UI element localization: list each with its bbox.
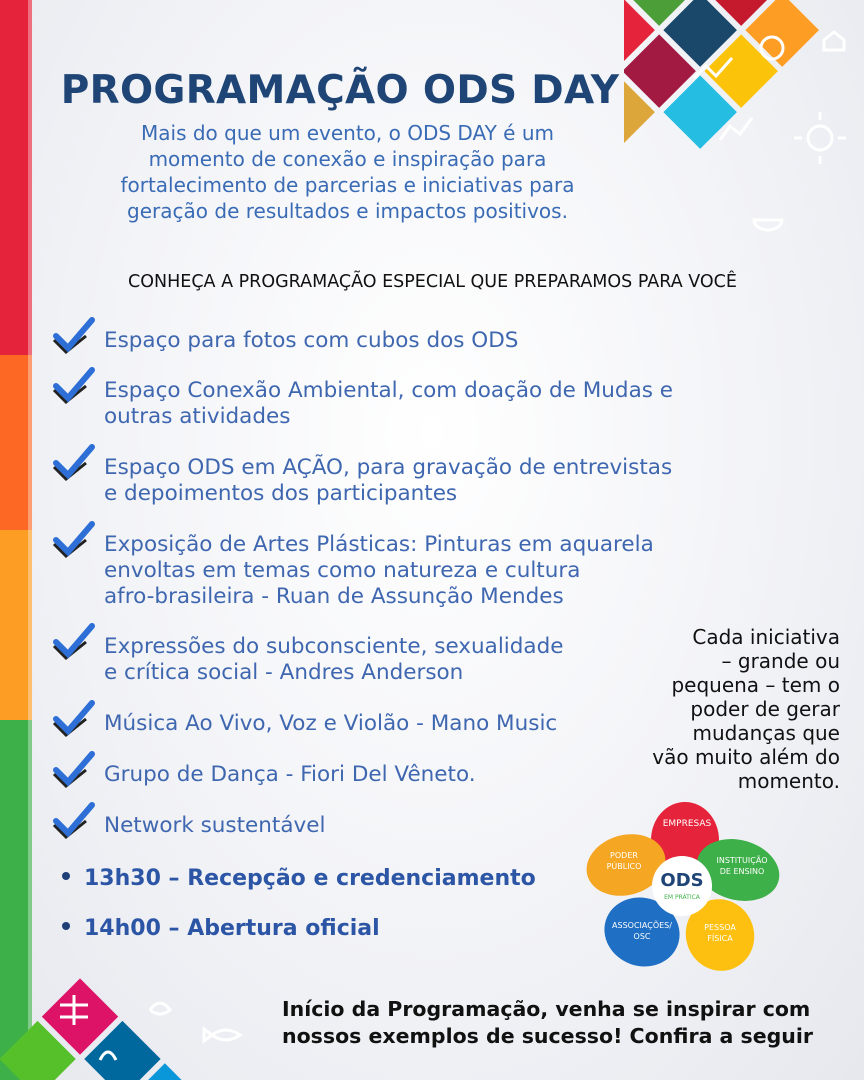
program-item-line: Espaço para fotos com cubos dos ODS (104, 328, 519, 353)
program-item-line: afro-brasileira - Ruan de Assunção Mendes (104, 584, 564, 609)
petal-label: PÚBLICO (606, 862, 642, 871)
program-item-line: Expressões do subconsciente, sexualidade (104, 634, 564, 659)
ods-logo-subtitle: EM PRÁTICA (664, 894, 700, 901)
program-item-line: Exposição de Artes Plásticas: Pinturas em aquarela (104, 532, 654, 557)
program-item-line: outras atividades (104, 404, 291, 429)
sdg-color-stripe (0, 0, 32, 1080)
checkbox-check-icon (48, 799, 96, 847)
quote-line: mudanças que (692, 721, 840, 745)
quote-line: poder de gerar (690, 697, 840, 721)
program-item-line: e crítica social - Andres Anderson (104, 660, 464, 685)
schedule-item (62, 916, 582, 941)
petal-label: INSTITUIÇÃO (716, 856, 768, 865)
program-item-line: Grupo de Dança - Fiori Del Vêneto. (104, 762, 476, 787)
checkbox-check-icon (48, 697, 96, 745)
intro-line: momento de conexão e inspiração para (148, 147, 547, 171)
footer-line: nossos exemplos de sucesso! Confira a seguir (282, 1024, 814, 1048)
checkbox-check-icon (48, 364, 96, 412)
petal-label: EMPRESAS (662, 819, 712, 829)
intro-text (70, 120, 625, 224)
schedule-text: 13h30 – Recepção e credenciamento (84, 866, 536, 891)
program-item-line: Network sustentável (104, 813, 326, 838)
petal-label: FÍSICA (707, 934, 733, 943)
intro-line: geração de resultados e impactos positivos. (127, 199, 568, 223)
petal-label: PESSOA (704, 923, 736, 932)
checkbox-check-icon (48, 441, 96, 489)
quote-line: momento. (737, 769, 840, 793)
sdg-tiles-bottom-left (0, 965, 285, 1080)
schedule-item (62, 866, 582, 891)
quote-text (620, 625, 840, 793)
checkbox-check-icon (48, 620, 96, 668)
stakeholder-flower-diagram (580, 800, 790, 975)
bullet-dot-icon (62, 922, 70, 930)
program-item-line: Espaço ODS em AÇÃO, para gravação de entrevistas (104, 455, 673, 480)
petal-label: OSC (633, 932, 651, 941)
program-item-line: Espaço Conexão Ambiental, com doação de Mudas e (104, 378, 674, 403)
page-title: PROGRAMAÇÃO ODS DAY (60, 68, 620, 113)
checkbox-check-icon (48, 314, 96, 362)
intro-line: fortalecimento de parcerias e iniciativas para (120, 173, 575, 197)
footer-cta (282, 996, 852, 1050)
petal-label: PODER (610, 851, 638, 860)
quote-line: Cada iniciativa (692, 625, 840, 649)
checkbox-check-icon (48, 748, 96, 796)
quote-line: vão muito além do (652, 745, 840, 769)
footer-line: Início da Programação, venha se inspirar com (282, 997, 811, 1021)
ods-logo-text: ODS (660, 870, 704, 891)
intro-line: Mais do que um evento, o ODS DAY é um (141, 121, 554, 145)
program-item-line: e depoimentos dos participantes (104, 481, 458, 506)
bullet-dot-icon (62, 872, 70, 880)
sdg-tiles-top-right (624, 0, 864, 265)
petal-label: DE ENSINO (719, 867, 765, 876)
quote-line: pequena – tem o (671, 673, 840, 697)
checkbox-check-icon (48, 518, 96, 566)
quote-line: – grande ou (721, 649, 840, 673)
program-item-line: envoltas em temas como natureza e cultura (104, 558, 581, 583)
program-item-line: Música Ao Vivo, Voz e Violão - Mano Music (104, 711, 558, 736)
section-heading: CONHEÇA A PROGRAMAÇÃO ESPECIAL QUE PREPARAMOS PARA VOCÊ (128, 272, 737, 292)
schedule-text: 14h00 – Abertura oficial (84, 916, 380, 941)
petal-label: ASSOCIAÇÕES/ (612, 921, 672, 930)
